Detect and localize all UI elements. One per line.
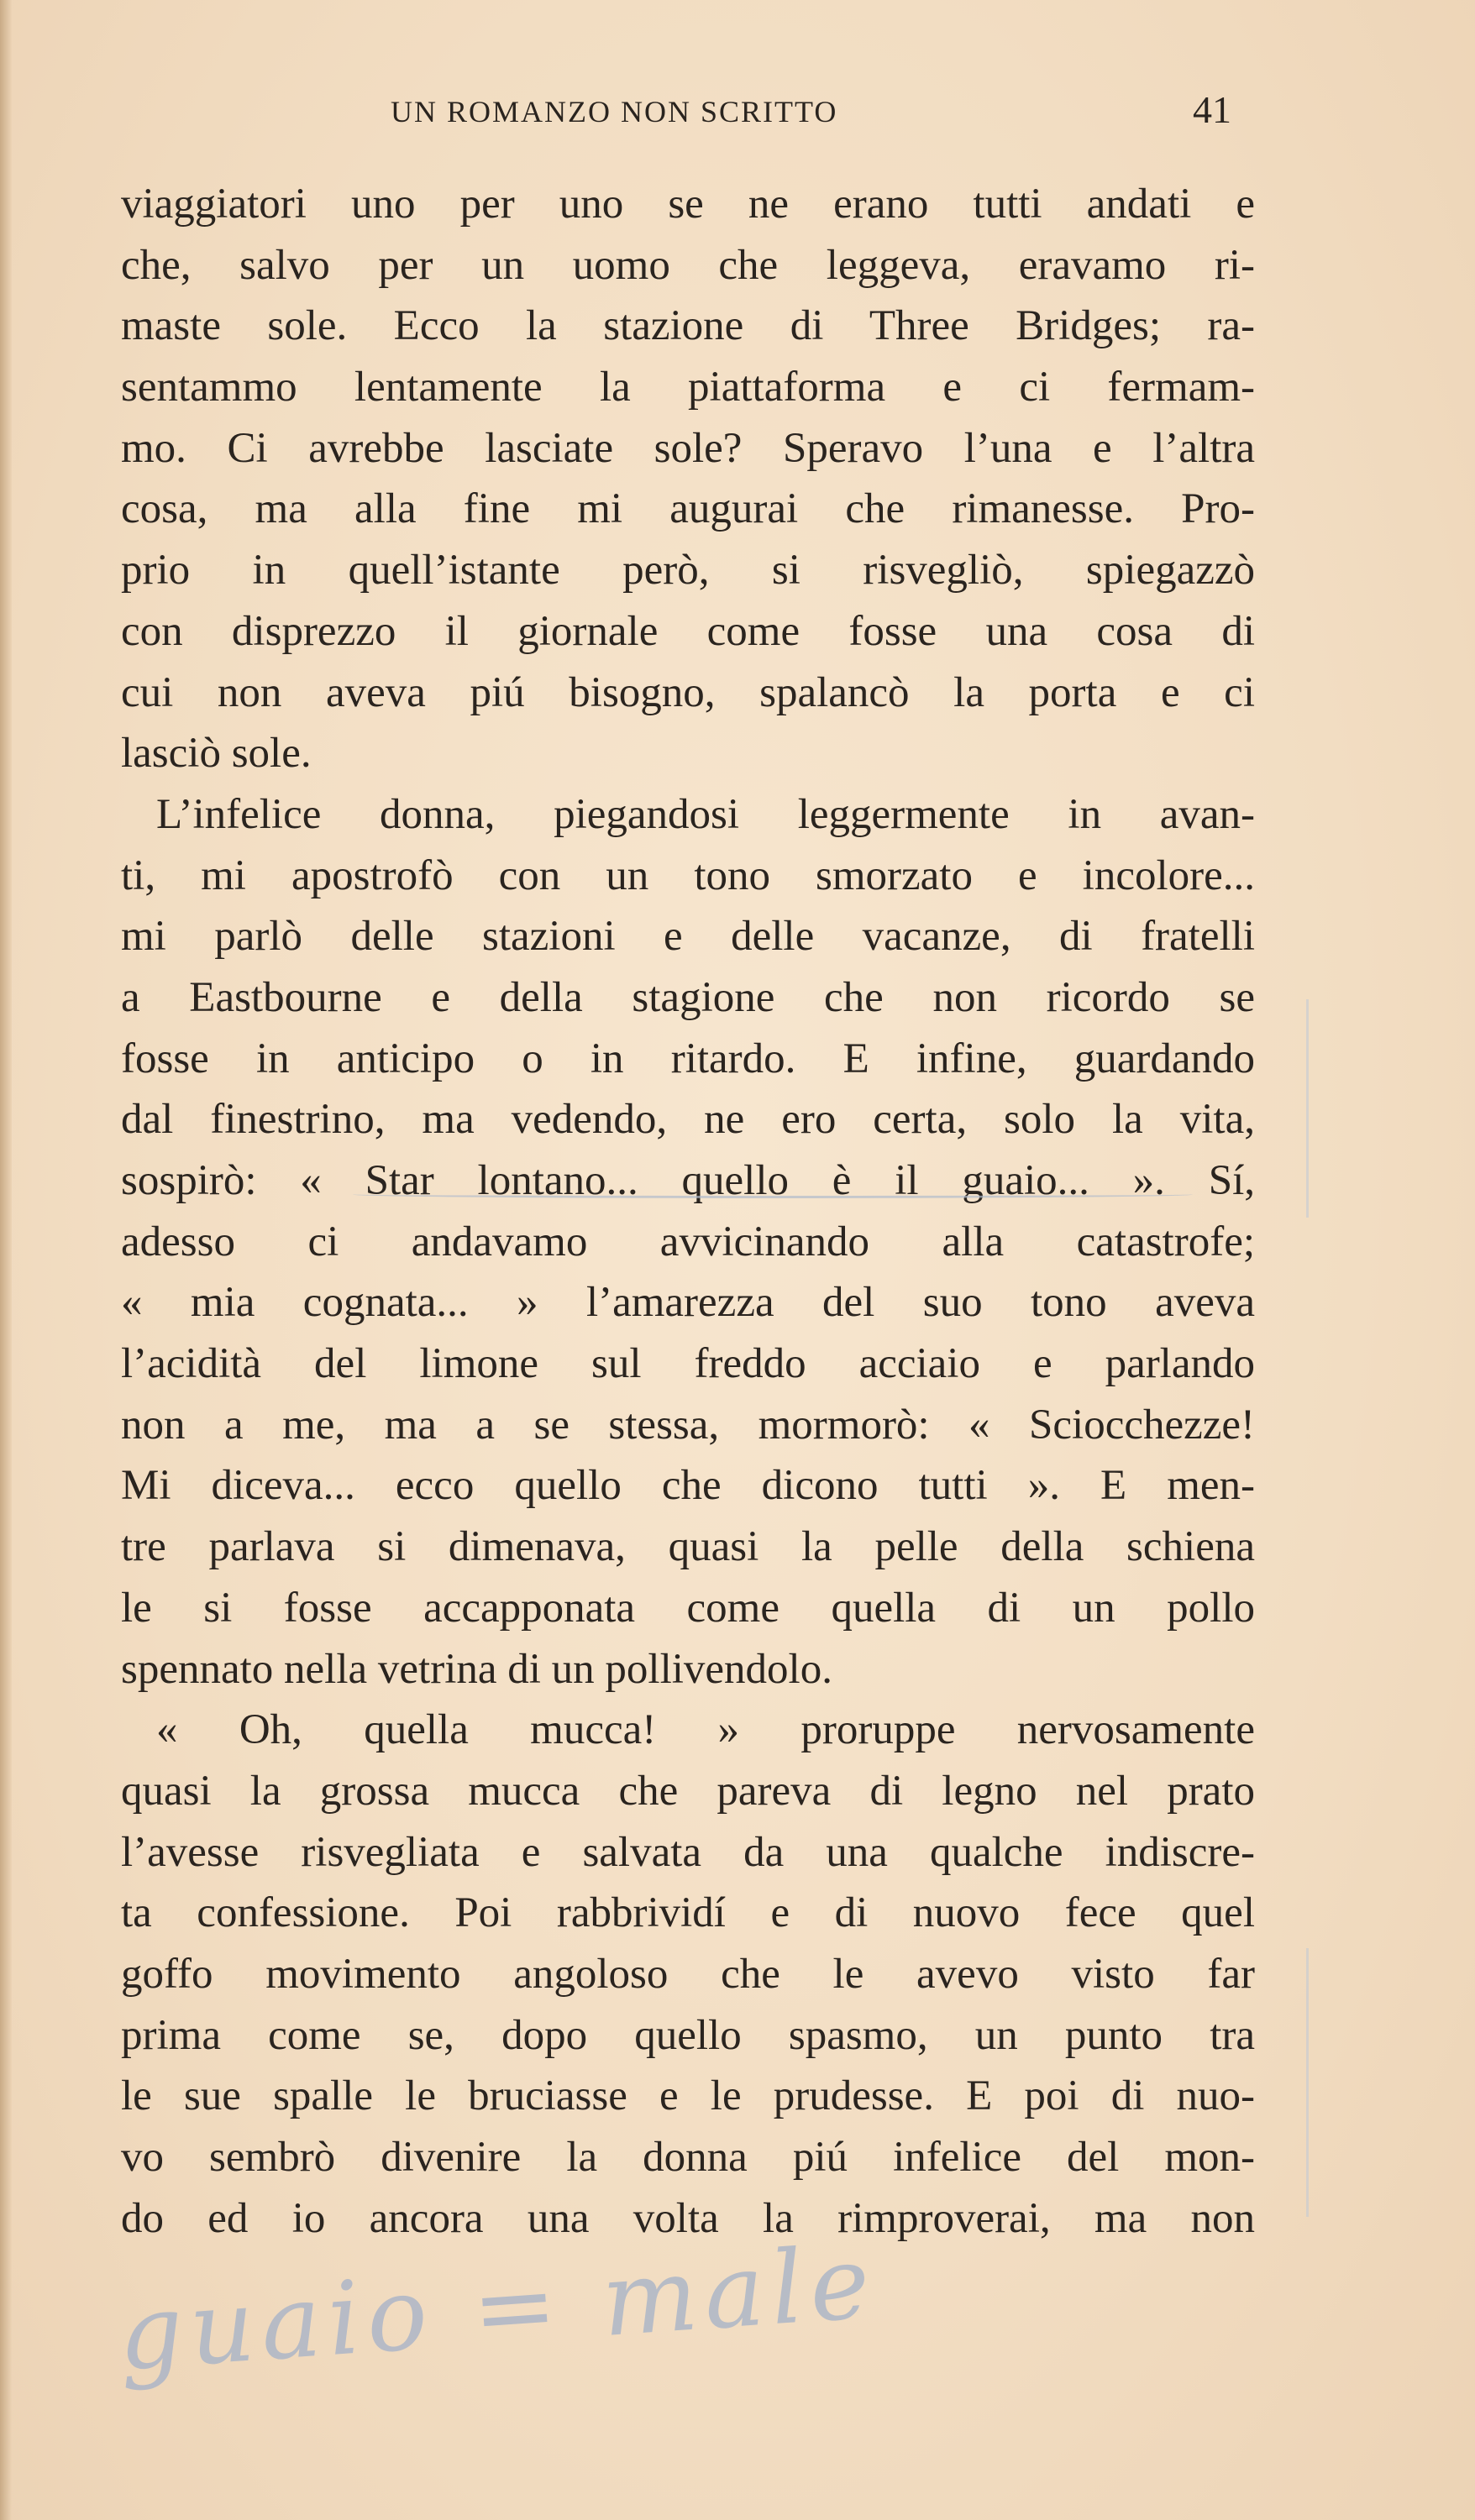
text-line: sospirò: « Star lontano... quello è il guaio... ». Sí, bbox=[121, 1157, 1255, 1204]
text-line: quasi la grossa mucca che pareva di legno nel prato bbox=[121, 1767, 1255, 1815]
text-line: spennato nella vetrina di un pollivendolo. bbox=[121, 1645, 832, 1693]
page-edge-shadow bbox=[0, 0, 12, 2520]
text-line: non a me, ma a se stessa, mormorò: « Sciocchezze! bbox=[121, 1401, 1255, 1449]
text-line: a Eastbourne e della stagione che non ricordo se bbox=[121, 973, 1255, 1021]
text-line: dal finestrino, ma vedendo, ne ero certa, solo la vita, bbox=[121, 1096, 1255, 1144]
text-line: le si fosse accapponata come quella di un pollo bbox=[121, 1584, 1255, 1632]
text-line: fosse in anticipo o in ritardo. E infine, guardando bbox=[121, 1035, 1255, 1082]
text-line: sentammo lentamente la piattaforma e ci fermam- bbox=[121, 364, 1255, 411]
page-number: 41 bbox=[1193, 88, 1231, 131]
text-line: adesso ci andavamo avvicinando alla catastrofe; bbox=[121, 1218, 1255, 1265]
text-line: viaggiatori uno per uno se ne erano tutti andati e bbox=[121, 181, 1255, 228]
text-line: mo. Ci avrebbe lasciate sole? Speravo l’una e l’altra bbox=[121, 424, 1255, 472]
text-line: Mi diceva... ecco quello che dicono tutti ». E men- bbox=[121, 1462, 1255, 1510]
text-line: l’acidità del limone sul freddo acciaio e parlando bbox=[121, 1340, 1255, 1388]
text-line: goffo movimento angoloso che le avevo visto far bbox=[121, 1950, 1255, 1998]
text-line: prio in quell’istante però, si risvegliò, spiegazzò bbox=[121, 547, 1255, 595]
text-line: che, salvo per un uomo che leggeva, eravamo ri- bbox=[121, 241, 1255, 289]
handwritten-note: guaio = male bbox=[114, 2224, 880, 2394]
text-line: cosa, ma alla fine mi augurai che rimanesse. Pro- bbox=[121, 485, 1255, 533]
text-line: prima come se, dopo quello spasmo, un punto tra bbox=[121, 2011, 1255, 2059]
body-text bbox=[121, 174, 1255, 2249]
text-line: ti, mi apostrofò con un tono smorzato e incolore... bbox=[121, 851, 1255, 899]
text-line: do ed io ancora una volta la rimproverai, ma non bbox=[121, 2194, 1255, 2242]
pencil-margin-line bbox=[1306, 999, 1309, 1218]
text-line: « Oh, quella mucca! » proruppe nervosamente bbox=[156, 1706, 1255, 1754]
text-line: tre parlava si dimenava, quasi la pelle della schiena bbox=[121, 1523, 1255, 1571]
text-line: « mia cognata... » l’amarezza del suo tono aveva bbox=[121, 1279, 1255, 1327]
page-header bbox=[0, 88, 1475, 144]
text-line: mi parlò delle stazioni e delle vacanze, di fratelli bbox=[121, 913, 1255, 961]
pencil-underline bbox=[353, 1191, 1193, 1198]
text-line: lasciò sole. bbox=[121, 730, 312, 778]
text-line: le sue spalle le bruciasse e le prudesse. E poi di nuo- bbox=[121, 2072, 1255, 2120]
text-line: vo sembrò divenire la donna piú infelice del mon- bbox=[121, 2134, 1255, 2181]
text-line: l’avesse risvegliata e salvata da una qualche indiscre- bbox=[121, 1828, 1255, 1876]
text-line: cui non aveva piú bisogno, spalancò la porta e ci bbox=[121, 668, 1255, 716]
running-title: UN ROMANZO NON SCRITTO bbox=[391, 95, 838, 128]
text-line: L’infelice donna, piegandosi leggermente in avan- bbox=[156, 790, 1255, 838]
text-line: con disprezzo il giornale come fosse una cosa di bbox=[121, 607, 1255, 655]
text-line: maste sole. Ecco la stazione di Three Bridges; ra- bbox=[121, 302, 1255, 350]
pencil-margin-line bbox=[1306, 1948, 1309, 2217]
text-line: ta confessione. Poi rabbrividí e di nuovo fece quel bbox=[121, 1889, 1255, 1937]
